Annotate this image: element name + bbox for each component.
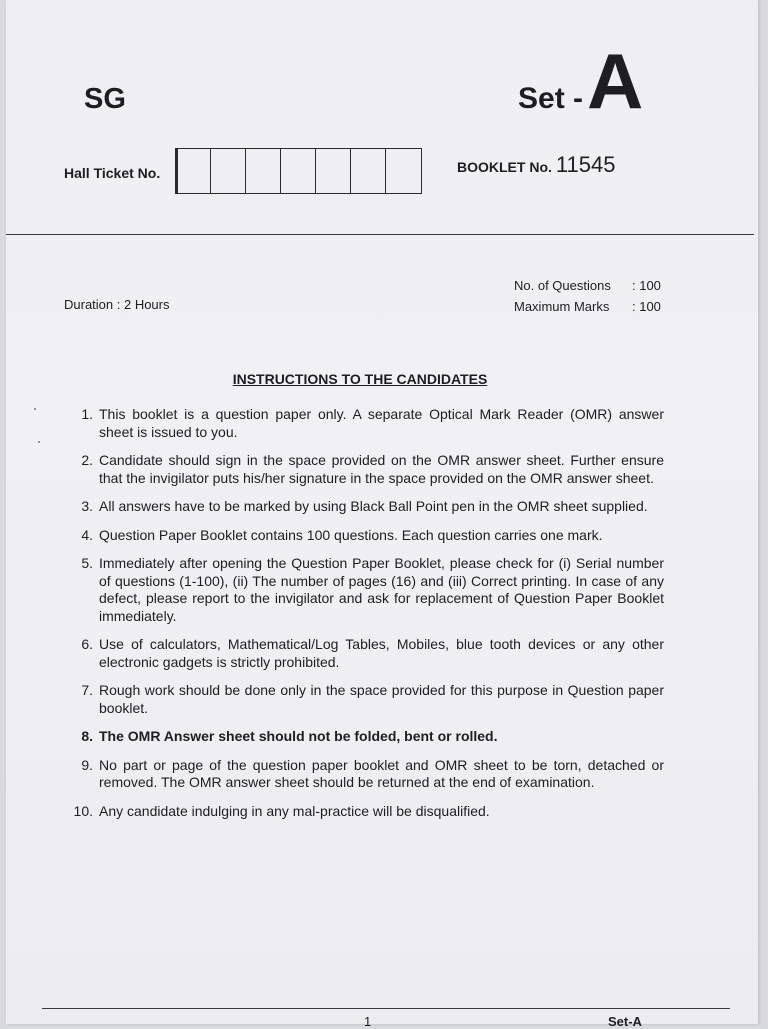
header-divider: [6, 234, 754, 235]
paper-speck: [38, 441, 40, 443]
questions-row: [514, 278, 714, 299]
instruction-number: 8.: [81, 728, 93, 744]
set-letter: A: [587, 37, 644, 125]
hall-ticket-digit-box[interactable]: [281, 149, 316, 193]
instruction-text: No part or page of the question paper booklet and OMR sheet to be torn, detached or removed. The OMR answer sheet should be returned at the end of examination.: [99, 756, 664, 790]
instruction-item: [64, 406, 664, 441]
booklet-label: BOOKLET No.: [457, 159, 552, 175]
marks-value: : 100: [632, 299, 661, 314]
instruction-item: [64, 757, 664, 792]
instruction-number: 7.: [81, 682, 93, 698]
hall-ticket-label: Hall Ticket No.: [64, 165, 161, 181]
instruction-text: Any candidate indulging in any mal-practice will be disqualified.: [99, 802, 490, 819]
exam-booklet-page: [6, 0, 758, 1029]
instruction-text: Immediately after opening the Question Paper Booklet, please check for (i) Serial number of questions (1-100), (ii) The number of pages (16) and (iii) Correct printing. In case of any defect, please report to the invigilator and ask for replacement of Question Paper Booklet immediately.: [99, 555, 664, 624]
instruction-number: 3.: [81, 498, 93, 514]
instruction-number: 4.: [81, 526, 93, 543]
hall-ticket-digit-box[interactable]: [386, 149, 421, 193]
instruction-number: 9.: [81, 756, 93, 773]
hall-ticket-digit-box[interactable]: [351, 149, 386, 193]
hall-ticket-digit-box[interactable]: [176, 149, 211, 193]
instruction-item: [64, 728, 664, 746]
questions-value: : 100: [632, 278, 661, 293]
hall-ticket-digit-box[interactable]: [246, 149, 281, 193]
questions-label: No. of Questions: [514, 278, 611, 293]
booklet-number: 11545: [555, 152, 616, 177]
instructions-list: [64, 406, 664, 831]
marks-row: [514, 299, 714, 320]
instruction-number: 5.: [81, 555, 93, 571]
instruction-number: 10.: [73, 802, 93, 819]
instruction-item: [64, 803, 664, 821]
instruction-text: Rough work should be done only in the space provided for this purpose in Question paper booklet.: [99, 682, 664, 716]
instruction-text: Use of calculators, Mathematical/Log Tables, Mobiles, blue tooth devices or any other electronic gadgets is strictly prohibited.: [99, 636, 664, 670]
instruction-number: 1.: [81, 406, 93, 422]
instructions-title: INSTRUCTIONS TO THE CANDIDATES: [232, 371, 488, 387]
duration: Duration : 2 Hours: [64, 297, 170, 312]
instruction-item: [64, 636, 664, 671]
booklet-number-block: [457, 152, 615, 178]
hall-ticket-digit-box[interactable]: [211, 149, 246, 193]
footer-divider: [42, 1008, 730, 1009]
instruction-number: 2.: [81, 452, 93, 468]
instruction-item: [64, 498, 664, 516]
instruction-text: The OMR Answer sheet should not be folded, bent or rolled.: [99, 728, 498, 744]
paper-speck: [34, 408, 36, 410]
instruction-item: [64, 452, 664, 487]
instruction-item: [64, 682, 664, 717]
hall-ticket-digit-box[interactable]: [316, 149, 351, 193]
instruction-item: [64, 527, 664, 545]
instruction-text: Candidate should sign in the space provided on the OMR answer sheet. Further ensure that the invigilator puts his/her signature in the space provided on the OMR answer sheet.: [99, 452, 664, 486]
exam-meta: [514, 278, 714, 320]
instruction-text: Question Paper Booklet contains 100 questions. Each question carries one mark.: [99, 526, 603, 543]
hall-ticket-boxes: [175, 148, 422, 194]
marks-label: Maximum Marks: [514, 299, 610, 314]
instruction-text: All answers have to be marked by using Black Ball Point pen in the OMR sheet supplied.: [99, 498, 648, 514]
instruction-number: 6.: [81, 636, 93, 652]
instruction-text: This booklet is a question paper only. A separate Optical Mark Reader (OMR) answer sheet is issued to you.: [99, 406, 664, 440]
set-indicator: [518, 37, 644, 125]
subject-code: SG: [84, 83, 126, 115]
footer-set: Set-A: [608, 1014, 642, 1029]
page-number: 1: [364, 1014, 372, 1029]
instruction-item: [64, 555, 664, 625]
set-label: Set -: [518, 82, 584, 115]
